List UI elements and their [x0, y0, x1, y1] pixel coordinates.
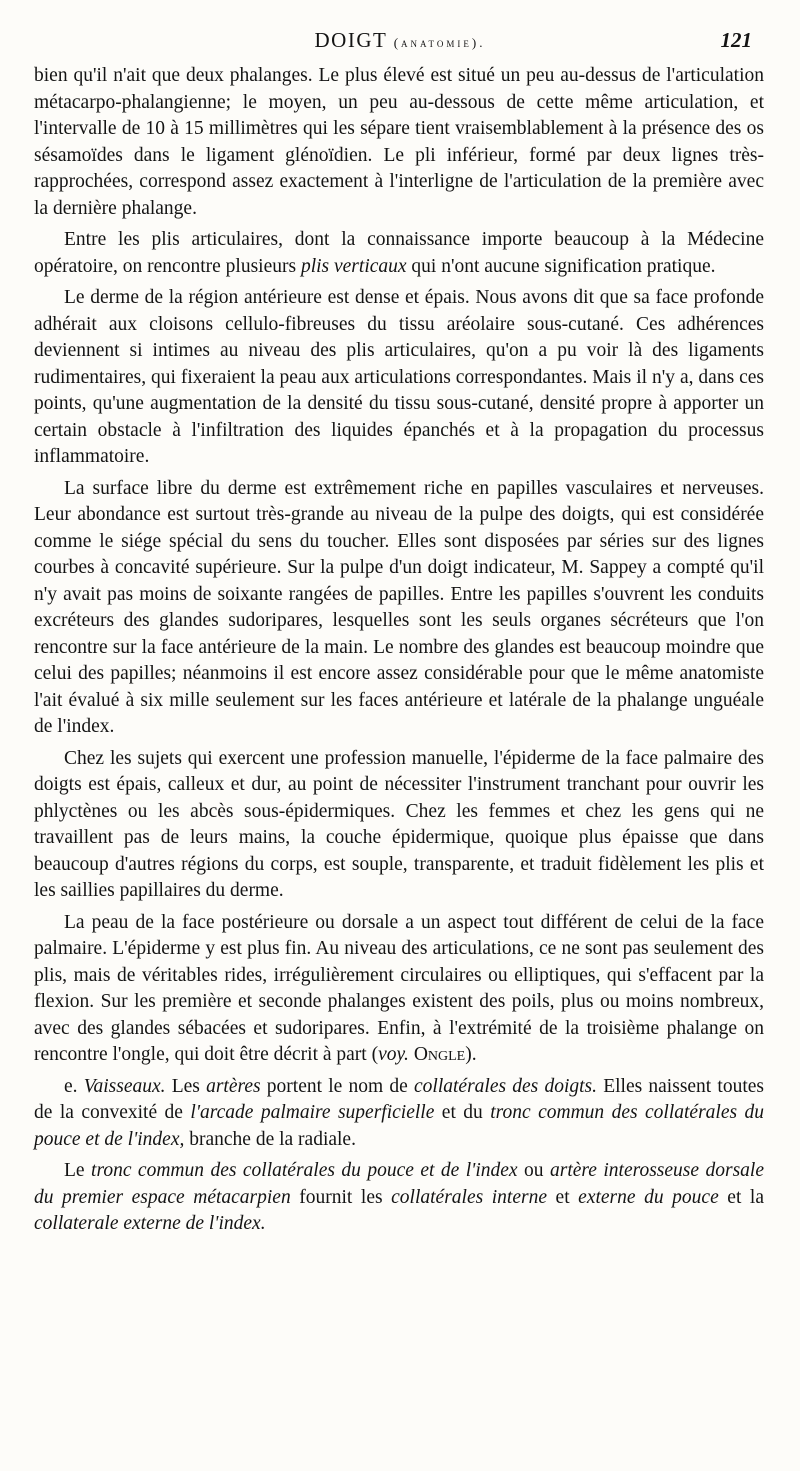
paragraph-epiderme: Chez les sujets qui exercent une profession manuelle, l'épiderme de la face palmaire des doigts est épais, calleux et dur, au point de nécessiter l'instrument tranchant pour ouvrir les phlyctènes ou les abcès sous-épidermiques. Chez les femmes et chez les gens qui ne travaillent pas de leurs mains, la couche épidermique, quoique plus épaisse que dans beaucoup d'autres régions du corps, est souple, transparente, et traduit fidèlement les plis et les saillies papillaires du derme.	[34, 747, 764, 901]
paragraph-tronc-commun: Le tronc commun des collatérales du pouce et de l'index ou artère interosseuse dorsale du premier espace métacarpien fournit les collatérales interne et externe du pouce et la collaterale externe de l'index.	[34, 1160, 765, 1234]
paragraph-continuation: bien qu'il n'ait que deux phalanges. Le plus élevé est situé un peu au-dessus de l'articulation métacarpo-phalangienne; le moyen, un peu au-dessous de cette même articulation, et l'intervalle de 10 à 15 millimètres qui les sépare tient vraisemblablement à la présence des os sésamoïdes dans le ligament glénoïdien. Le pli inférieur, formé par deux lignes très-rapprochées, correspond assez exactement à l'interligne de l'articulation de la première avec la dernière phalange.	[34, 65, 764, 219]
paragraph-plis-verticaux: Entre les plis articulaires, dont la connaissance importe beaucoup à la Médecine opératoire, on rencontre plusieurs plis verticaux qui n'ont aucune signification pratique.	[34, 229, 764, 277]
text-body	[34, 63, 764, 1243]
running-title	[40, 28, 760, 53]
running-header	[40, 28, 760, 62]
paragraph-face-dorsale: La peau de la face postérieure ou dorsale a un aspect tout différent de celui de la face palmaire. L'épiderme y est plus fin. Au niveau des articulations, ce ne sont pas seulement des plis, mais de véritables rides, irrégulièrement circulaires ou elliptiques, qui s'effacent par la flexion. Sur les première et seconde phalanges existent des poils, plus ou moins nombreux, avec des glandes sébacées et sudoripares. Enfin, à l'extrémité de la troisième phalange on rencontre l'ongle, qui doit être décrit à part (voy. Ongle).	[34, 911, 764, 1065]
running-title-main: DOIGT	[314, 28, 387, 52]
paragraph-derme: Le derme de la région antérieure est dense et épais. Nous avons dit que sa face profonde adhérait aux cloisons cellulo-fibreuses du tissu aréolaire sous-cutané. Ces adhérences deviennent si intimes au niveau des plis articulaires, qu'on a pu voir là des ligaments rudimentaires, qui fixeraient la peau aux articulations correspondantes. Mais il n'y a, dans ces points, qu'une augmentation de la densité du tissu sous-cutané, densité propre à apporter un certain obstacle à l'infiltration des liquides épanchés et à la propagation du processus inflammatoire.	[34, 287, 764, 467]
running-title-sub: (anatomie).	[393, 35, 486, 50]
paragraph-vaisseaux: e. Vaisseaux. Les artères portent le nom de collatérales des doigts. Elles naissent toutes de la convexité de l'arcade palmaire superficielle et du tronc commun des collatérales du pouce et de l'index, branche de la radiale.	[34, 1075, 765, 1150]
page-number: 121	[720, 28, 752, 52]
paragraph-papilles: La surface libre du derme est extrêmement riche en papilles vasculaires et nerveuses. Leur abondance est surtout très-grande au niveau de la pulpe des doigts, qui est considérée comme le siége spécial du sens du toucher. Elles sont disposées par séries sur des lignes courbes à concavité supérieure. Sur la pulpe d'un doigt indicateur, M. Sappey a compté qu'il n'y avait pas moins de soixante rangées de papilles. Entre les papilles s'ouvrent les conduits excréteurs des glandes sudoripares, lesquelles sont les seuls organes sécréteurs que l'on rencontre sur la face antérieure de la main. Le nombre des glandes est beaucoup moindre que celui des papilles; néanmoins il est encore assez considérable pour que le même anatomiste l'ait évalué à six mille seulement sur les faces antérieure et latérale de la phalange unguéale de l'index.	[34, 477, 764, 737]
